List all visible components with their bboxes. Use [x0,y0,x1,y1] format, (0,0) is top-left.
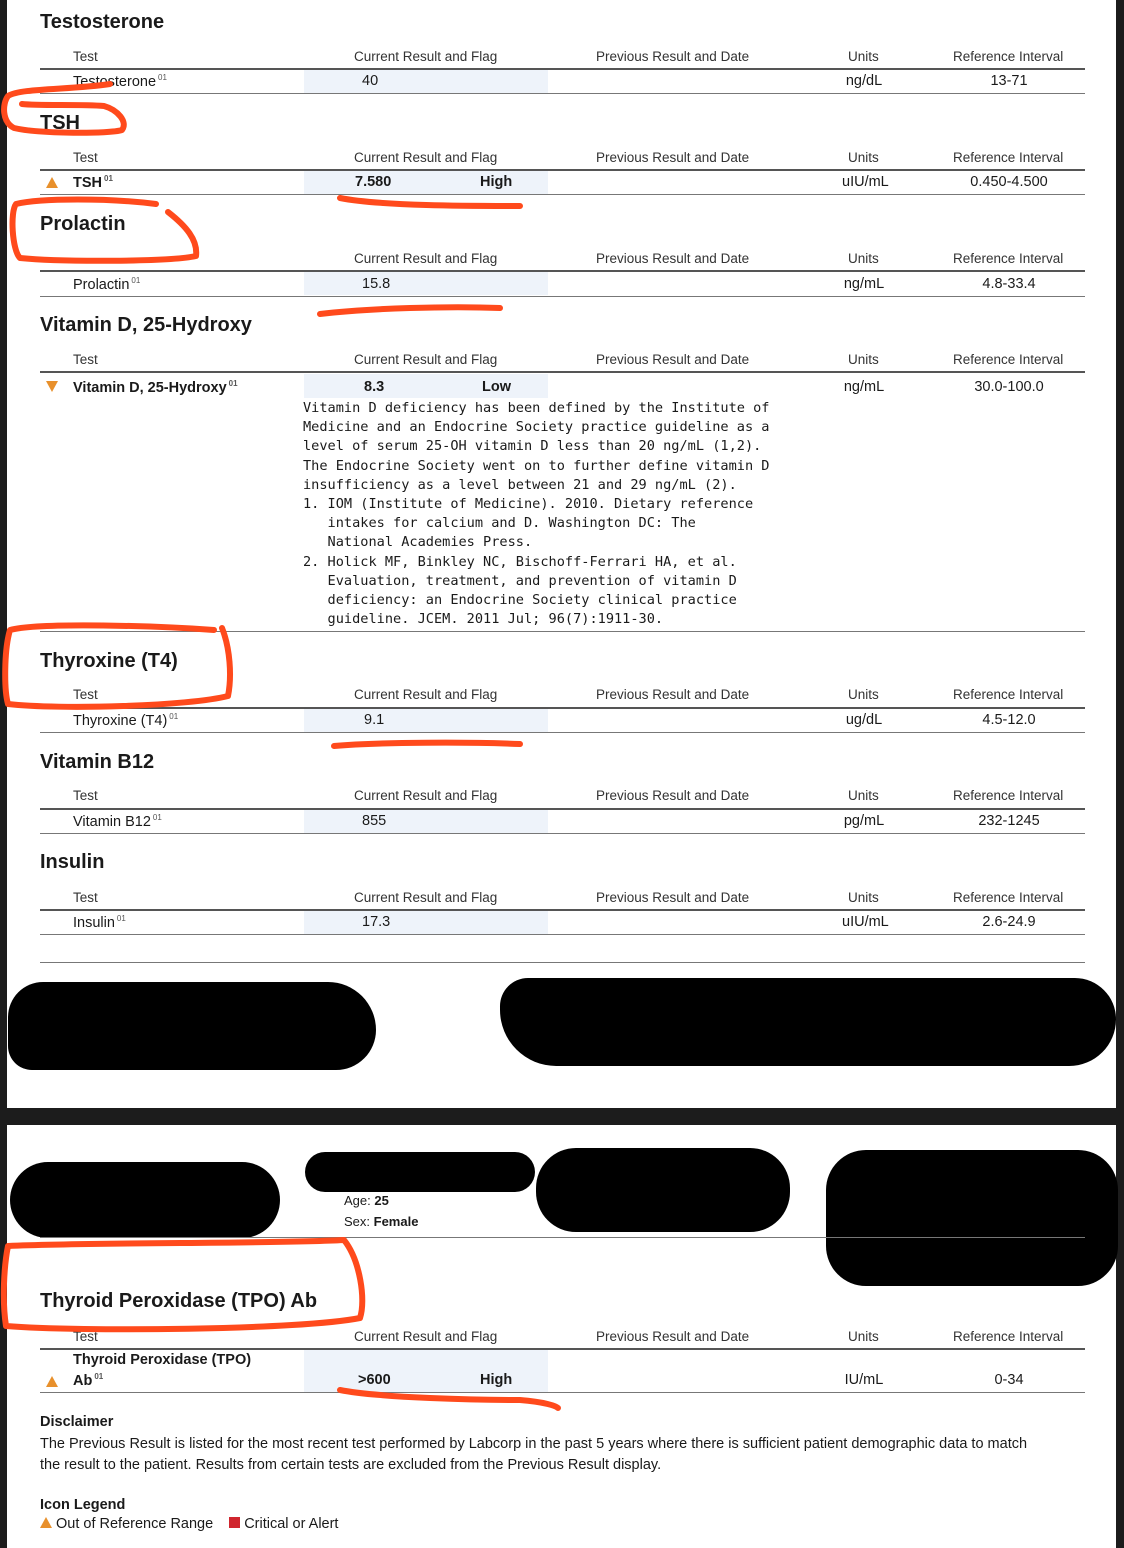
header-current: Current Result and Flag [354,150,498,165]
result-shade [304,272,548,295]
flag-tpo: High [480,1372,513,1388]
row-rule [40,732,1085,733]
result-value-tpo: >600 [358,1372,391,1388]
units-testosterone: ng/dL [845,73,883,89]
header-rule [40,68,1085,70]
section-title-tpo: Thyroid Peroxidase (TPO) Ab [40,1290,318,1312]
header-previous: Previous Result and Date [596,687,750,702]
header-current: Current Result and Flag [354,788,498,803]
flag-tsh: High [480,174,513,190]
header-units: Units [848,890,879,905]
header-rule [40,1348,1085,1350]
critical-alert-icon [229,1517,240,1528]
result-value-prolactin: 15.8 [362,276,391,292]
header-rule [40,270,1085,272]
patient-sex: Sex: Female [344,1214,419,1229]
reference-insulin: 2.6-24.9 [982,914,1036,930]
test-name-tpo-line2: Ab $^{01}$ [73,1372,104,1389]
header-reference: Reference Interval [953,251,1064,266]
header-current: Current Result and Flag [354,352,498,367]
header-reference: Reference Interval [953,352,1064,367]
units-vitamin-d: ng/mL [843,379,885,395]
header-previous: Previous Result and Date [596,251,750,266]
units-vitamin-b12: pg/mL [843,813,885,829]
header-rule [40,808,1085,810]
header-units: Units [848,251,879,266]
left-frame-edge [0,0,7,1548]
test-name-prolactin: Prolactin $^{01}$ [73,276,141,293]
header-test: Test [73,890,98,905]
disclaimer-title: Disclaimer [40,1414,114,1430]
test-name-insulin: Insulin $^{01}$ [73,914,126,931]
row-rule [40,631,1085,632]
legend-out-of-range: Out of Reference Range [56,1516,214,1532]
flag-vitamin-d: Low [482,379,511,395]
result-shade [304,810,548,833]
legend-title: Icon Legend [40,1497,126,1513]
units-prolactin: ng/mL [843,276,885,292]
header-reference: Reference Interval [953,1329,1064,1344]
out-of-range-icon [46,381,58,392]
test-name-vitamin-d: Vitamin D, 25-Hydroxy $^{01}$ [73,379,238,396]
row-rule [40,296,1085,297]
result-value-vitamin-d: 8.3 [364,379,385,395]
header-test: Test [73,687,98,702]
header-previous: Previous Result and Date [596,1329,750,1344]
header-test: Test [73,788,98,803]
header-previous: Previous Result and Date [596,49,750,64]
row-rule [40,93,1085,94]
test-name-tpo-line1: Thyroid Peroxidase (TPO) [73,1352,252,1368]
header-units: Units [848,687,879,702]
reference-thyroxine: 4.5-12.0 [982,712,1036,728]
legend-critical: Critical or Alert [244,1516,339,1532]
out-of-range-icon [46,177,58,188]
section-title-vitamin-b12: Vitamin B12 [40,751,155,773]
header-units: Units [848,49,879,64]
section-title-thyroxine: Thyroxine (T4) [40,650,178,672]
row-rule [40,934,1085,935]
reference-tsh: 0.450-4.500 [970,174,1048,190]
result-shade [304,70,548,93]
test-name-tsh: TSH $^{01}$ [73,174,113,191]
footer-rule [40,962,1085,963]
header-units: Units [848,352,879,367]
demographics-rule [40,1237,1085,1238]
header-reference: Reference Interval [953,49,1064,64]
units-thyroxine: ug/dL [845,712,883,728]
redaction-mark [500,978,1116,1066]
header-reference: Reference Interval [953,150,1064,165]
result-value-tsh: 7.580 [355,174,392,190]
header-test: Test [73,150,98,165]
test-name-vitamin-b12: Vitamin B12 $^{01}$ [73,813,162,830]
header-test: Test [73,49,98,64]
reference-tpo: 0-34 [994,1372,1024,1388]
section-title-testosterone: Testosterone [40,11,165,33]
header-rule [40,169,1085,171]
section-title-vitamin-d: Vitamin D, 25-Hydroxy [40,314,252,336]
header-previous: Previous Result and Date [596,352,750,367]
result-shade [304,709,548,732]
redaction-mark [305,1152,535,1192]
header-rule [40,909,1085,911]
redaction-mark [10,1162,280,1238]
header-current: Current Result and Flag [354,890,498,905]
disclaimer-text: The Previous Result is listed for the most recent test performed by Labcorp in the past 5 years where there is sufficient patient demographic data to match the result to the patient. Results from certain tests are excluded from the Previous Result display. [40,1436,1028,1473]
row-rule [40,833,1085,834]
section-title-prolactin: Prolactin [40,213,126,235]
header-units: Units [848,150,879,165]
header-units: Units [848,788,879,803]
row-rule [40,194,1085,195]
result-value-testosterone: 40 [362,73,379,89]
vitamin-d-comment: Vitamin D deficiency has been defined by the Institute of Medicine and an Endocrine Society practice guideline as a level of serum 25-OH vitamin D less than 20 ng/mL (1,2). The Endocrine Society went on to further define vitamin D insufficiency as a level between 21 and 29 ng/mL (2). 1. IOM (Institute of Medicine). 2010. Dietary reference intakes for calcium and D. Washington DC: The National Academies Press. 2. Holick MF, Binkley NC, Bischoff-Ferrari HA, et al. Evaluation, treatment, and prevention of vitamin D deficiency: an Endocrine Society clinical practice guideline. JCEM. 2011 Jul; 96(7):1911-30. [303,400,770,628]
reference-prolactin: 4.8-33.4 [982,276,1036,292]
header-current: Current Result and Flag [354,1329,498,1344]
header-current: Current Result and Flag [354,49,498,64]
units-tpo: IU/mL [844,1372,884,1388]
test-name-testosterone: Testosterone $^{01}$ [73,73,167,90]
result-shade [304,911,548,934]
icon-legend [40,1516,338,1532]
header-test: Test [73,352,98,367]
header-previous: Previous Result and Date [596,150,750,165]
header-reference: Reference Interval [953,687,1064,702]
header-previous: Previous Result and Date [596,788,750,803]
test-name-thyroxine: Thyroxine (T4) $^{01}$ [73,712,179,729]
result-value-thyroxine: 9.1 [364,712,385,728]
units-tsh: uIU/mL [842,174,889,190]
header-current: Current Result and Flag [354,687,498,702]
header-previous: Previous Result and Date [596,890,750,905]
result-value-insulin: 17.3 [362,914,391,930]
page-break-bar [0,1108,1124,1125]
out-of-range-icon [46,1376,58,1387]
header-test: Test [73,1329,98,1344]
reference-vitamin-b12: 232-1245 [978,813,1040,829]
reference-vitamin-d: 30.0-100.0 [974,379,1044,395]
result-value-vitamin-b12: 855 [362,813,387,829]
section-title-tsh: TSH [40,112,80,134]
out-of-range-icon [40,1517,52,1528]
redaction-mark [826,1150,1118,1286]
patient-age: Age: 25 [344,1193,389,1208]
header-reference: Reference Interval [953,890,1064,905]
header-current: Current Result and Flag [354,251,498,266]
result-shade [304,374,548,398]
redaction-mark [8,982,376,1070]
row-rule [40,1392,1085,1393]
header-units: Units [848,1329,879,1344]
header-rule [40,707,1085,709]
reference-testosterone: 13-71 [990,73,1028,89]
units-insulin: uIU/mL [842,914,889,930]
header-rule [40,371,1085,373]
right-frame-edge [1116,0,1124,1548]
section-title-insulin: Insulin [40,851,105,873]
header-reference: Reference Interval [953,788,1064,803]
redaction-mark [536,1148,790,1232]
